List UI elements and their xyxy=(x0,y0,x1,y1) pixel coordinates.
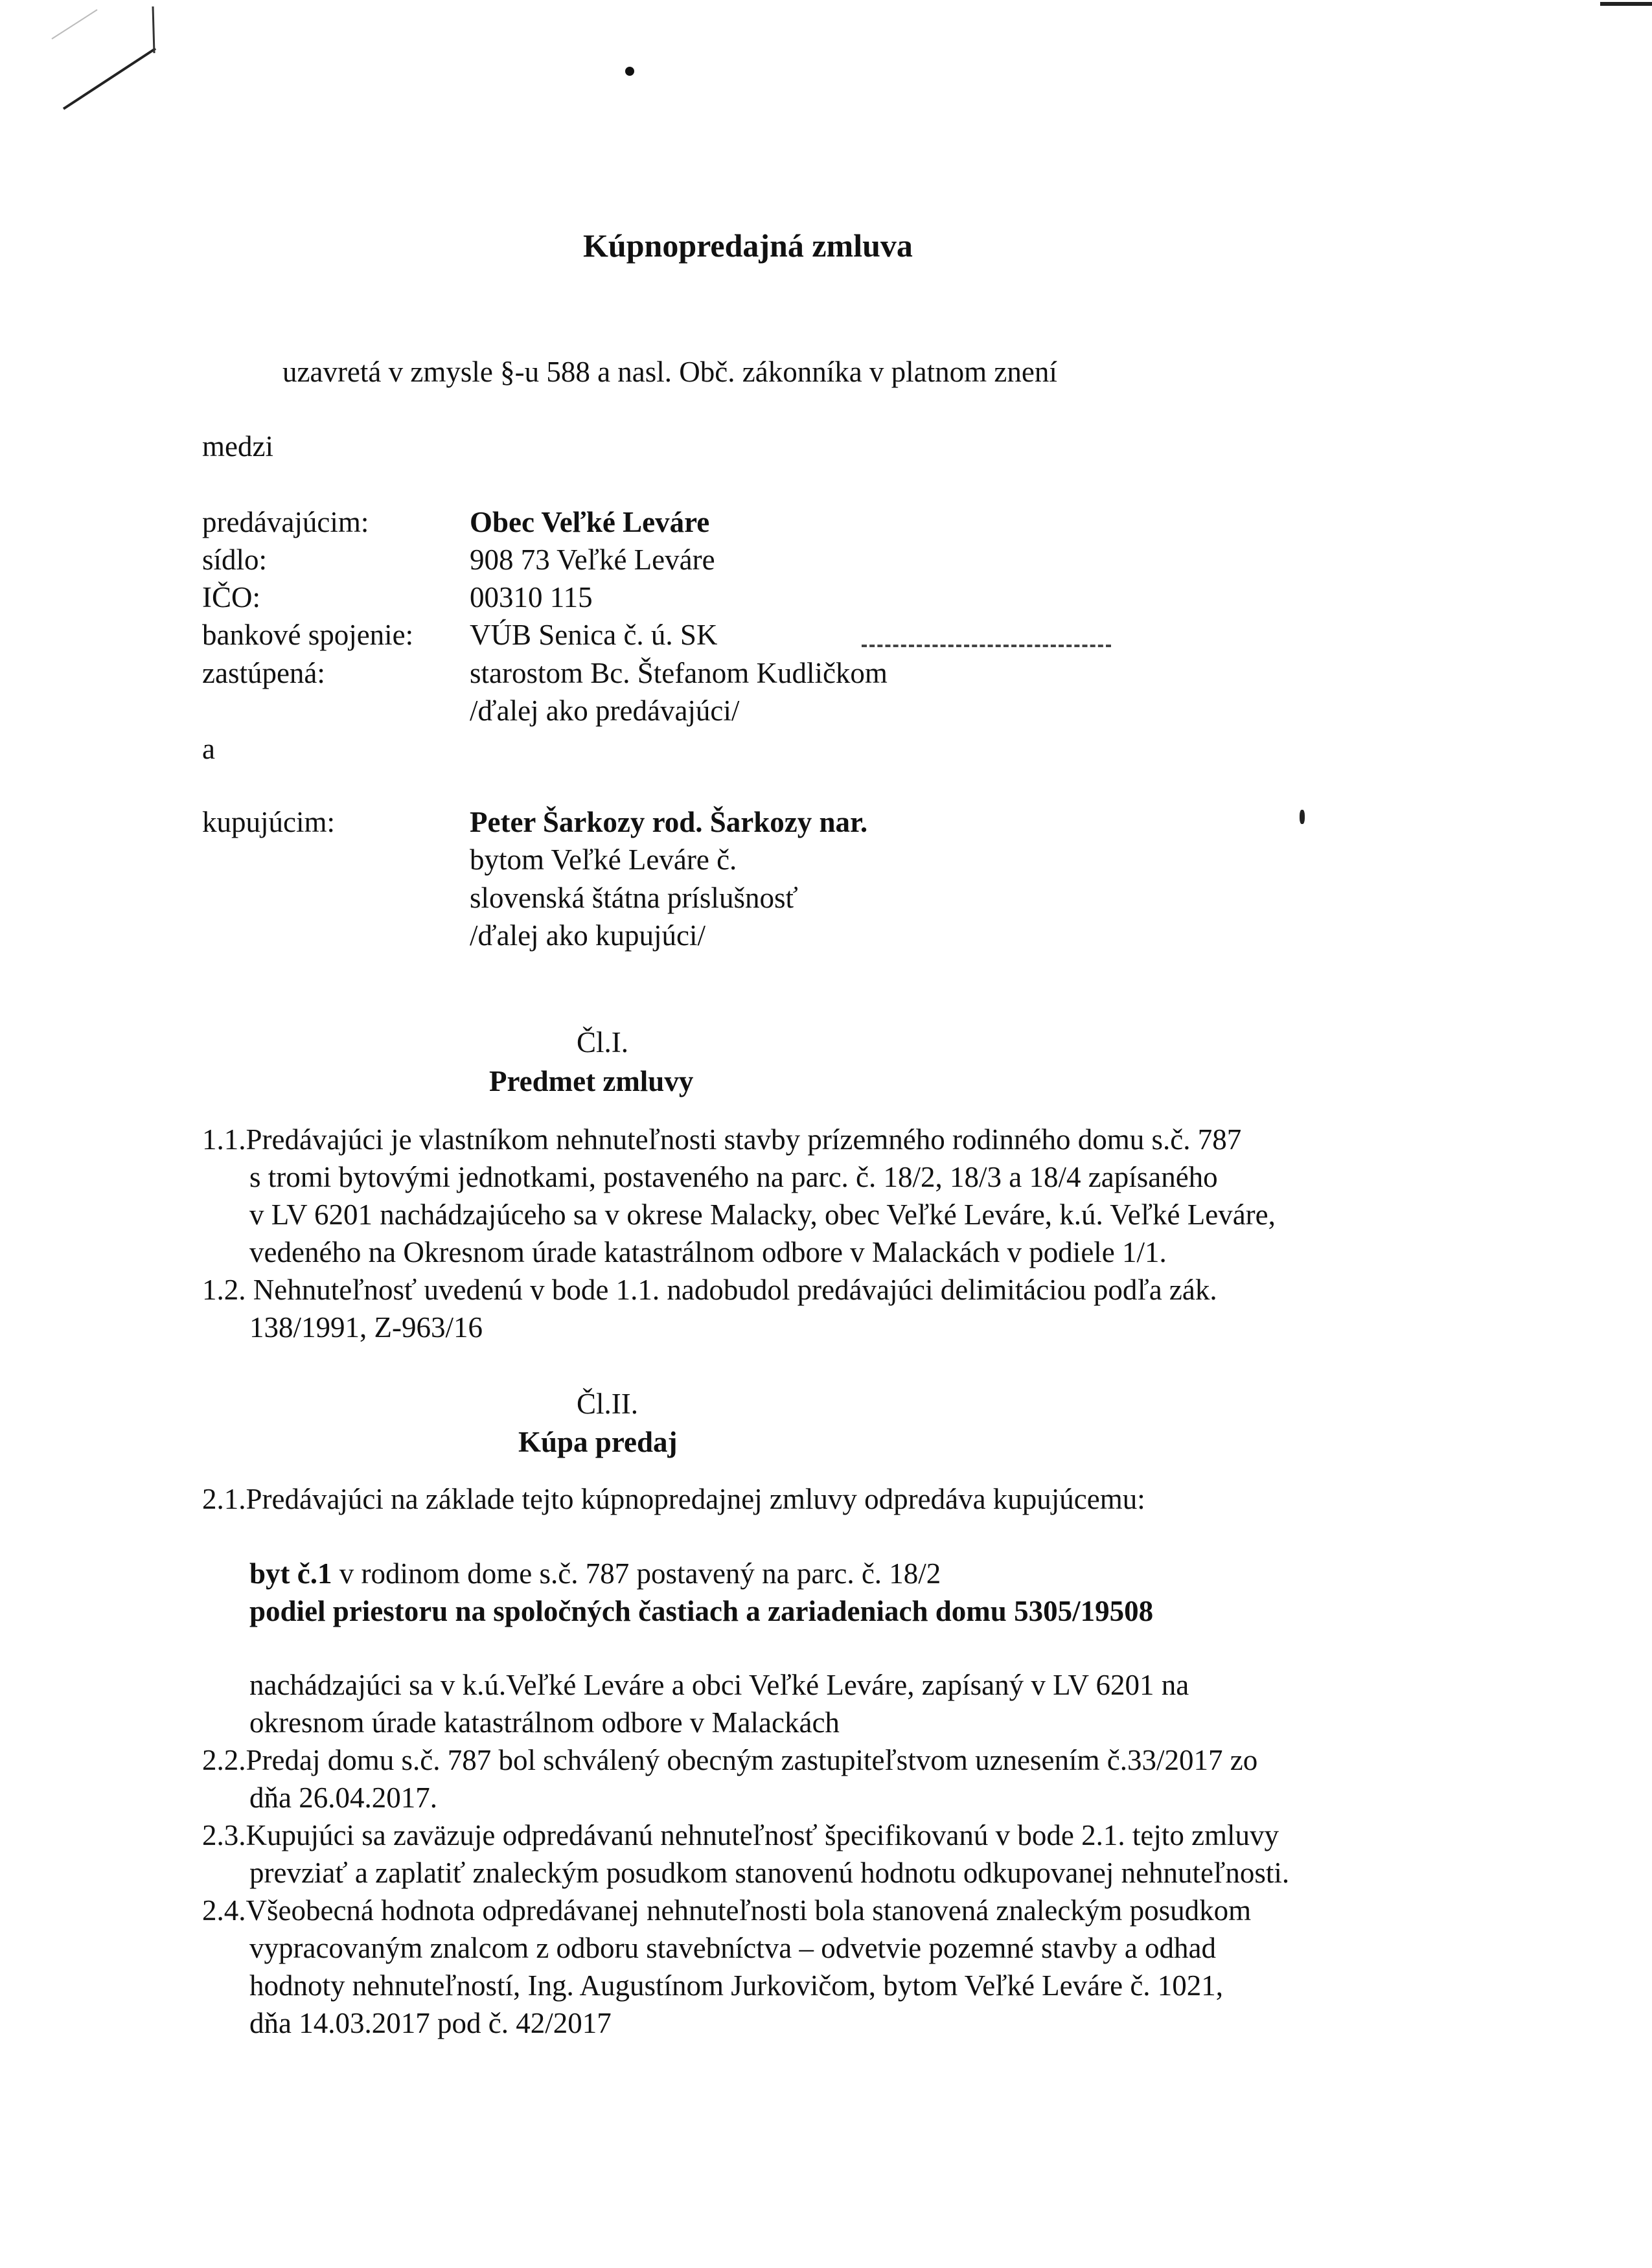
paragraph-2-4-line: 2.4.Všeobecná hodnota odpredávanej nehnuteľnosti bola stanovená znaleckým posudkom xyxy=(202,1894,1252,1927)
article-2-number: Čl.II. xyxy=(577,1388,638,1420)
ink-dot xyxy=(625,67,634,76)
paragraph-2-2-line: dňa 26.04.2017. xyxy=(249,1781,437,1814)
article-2-heading: Kúpa predaj xyxy=(518,1426,678,1458)
paragraph-2-4-line: hodnoty nehnuteľností, Ing. Augustínom Jurkovičom, bytom Veľké Leváre č. 1021, xyxy=(249,1969,1224,2002)
between-label: medzi xyxy=(202,430,273,463)
paragraph-1-2-line: 1.2. Nehnuteľnosť uvedenú v bode 1.1. nadobudol predávajúci delimitáciou podľa zák. xyxy=(202,1274,1217,1306)
ico-value: 00310 115 xyxy=(470,581,593,613)
redacted-account-number xyxy=(862,645,1111,647)
paragraph-2-1: 2.1.Predávajúci na základe tejto kúpnopredajnej zmluvy odpredáva kupujúcemu: xyxy=(202,1483,1145,1515)
buyer-label: kupujúcim: xyxy=(202,806,335,838)
seller-label: predávajúcim: xyxy=(202,506,369,538)
paragraph-1-2-line: 138/1991, Z-963/16 xyxy=(249,1311,483,1344)
pen-stroke-mark xyxy=(26,0,168,130)
paragraph-2-4-line: dňa 14.03.2017 pod č. 42/2017 xyxy=(249,2007,612,2039)
flat-description: v rodinom dome s.č. 787 postavený na parc. č. 18/2 xyxy=(332,1557,941,1590)
ico-label: IČO: xyxy=(202,581,260,613)
buyer-residence: bytom Veľké Leváre č. xyxy=(470,843,737,876)
paragraph-1-1-line: 1.1.Predávajúci je vlastníkom nehnuteľnosti stavby prízemného rodinného domu s.č. 787 xyxy=(202,1123,1242,1156)
article-1-number: Čl.I. xyxy=(577,1026,629,1059)
flat-number: byt č.1 xyxy=(249,1557,332,1590)
bank-value: VÚB Senica č. ú. SK xyxy=(470,619,718,651)
paragraph-2-3-line: 2.3.Kupujúci sa zaväzuje odpredávanú nehnuteľnosť špecifikovanú v bode 2.1. tejto zmluvy xyxy=(202,1819,1279,1851)
article-1-heading: Predmet zmluvy xyxy=(489,1065,694,1097)
seller-name: Obec Veľké Leváre xyxy=(470,506,710,538)
bank-label: bankové spojenie: xyxy=(202,619,414,651)
paragraph-1-1-line: v LV 6201 nachádzajúceho sa v okrese Malacky, obec Veľké Leváre, k.ú. Veľké Leváre, xyxy=(249,1198,1276,1231)
paragraph-2-3-line: prevziať a zaplatiť znaleckým posudkom stanovenú hodnotu odkupovanej nehnuteľnosti. xyxy=(249,1857,1290,1889)
seat-value: 908 73 Veľké Leváre xyxy=(470,544,715,576)
contract-title: Kúpnopredajná zmluva xyxy=(583,227,913,264)
seat-label: sídlo: xyxy=(202,544,268,576)
buyer-alias: /ďalej ako kupujúci/ xyxy=(470,919,706,952)
page-edge-mark xyxy=(1600,2,1652,6)
location-line: nachádzajúci sa v k.ú.Veľké Leváre a obci Veľké Leváre, zapísaný v LV 6201 na xyxy=(249,1669,1189,1701)
redacted-birth-date xyxy=(1300,810,1305,824)
buyer-nationality: slovenská štátna príslušnosť xyxy=(470,882,798,914)
represented-value: starostom Bc. Štefanom Kudličkom xyxy=(470,657,888,689)
location-line: okresnom úrade katastrálnom odbore v Malackách xyxy=(249,1706,840,1739)
represented-label: zastúpená: xyxy=(202,657,325,689)
and-label: a xyxy=(202,733,215,765)
buyer-name: Peter Šarkozy rod. Šarkozy nar. xyxy=(470,806,868,838)
contract-subtitle: uzavretá v zmysle §-u 588 a nasl. Obč. zákonníka v platnom znení xyxy=(282,356,1057,388)
paragraph-1-1-line: vedeného na Okresnom úrade katastrálnom odbore v Malackách v podiele 1/1. xyxy=(249,1236,1167,1268)
paragraph-2-4-line: vypracovaným znalcom z odboru stavebníctva – odvetvie pozemné stavby a odhad xyxy=(249,1932,1217,1964)
paragraph-2-2-line: 2.2.Predaj domu s.č. 787 bol schválený obecným zastupiteľstvom uznesením č.33/2017 zo xyxy=(202,1744,1258,1776)
paragraph-1-1-line: s tromi bytovými jednotkami, postaveného na parc. č. 18/2, 18/3 a 18/4 zapísaného xyxy=(249,1161,1218,1193)
flat-line xyxy=(249,1555,941,1592)
share-line: podiel priestoru na spoločných častiach a zariadeniach domu 5305/19508 xyxy=(249,1595,1154,1627)
seller-alias: /ďalej ako predávajúci/ xyxy=(470,694,740,727)
